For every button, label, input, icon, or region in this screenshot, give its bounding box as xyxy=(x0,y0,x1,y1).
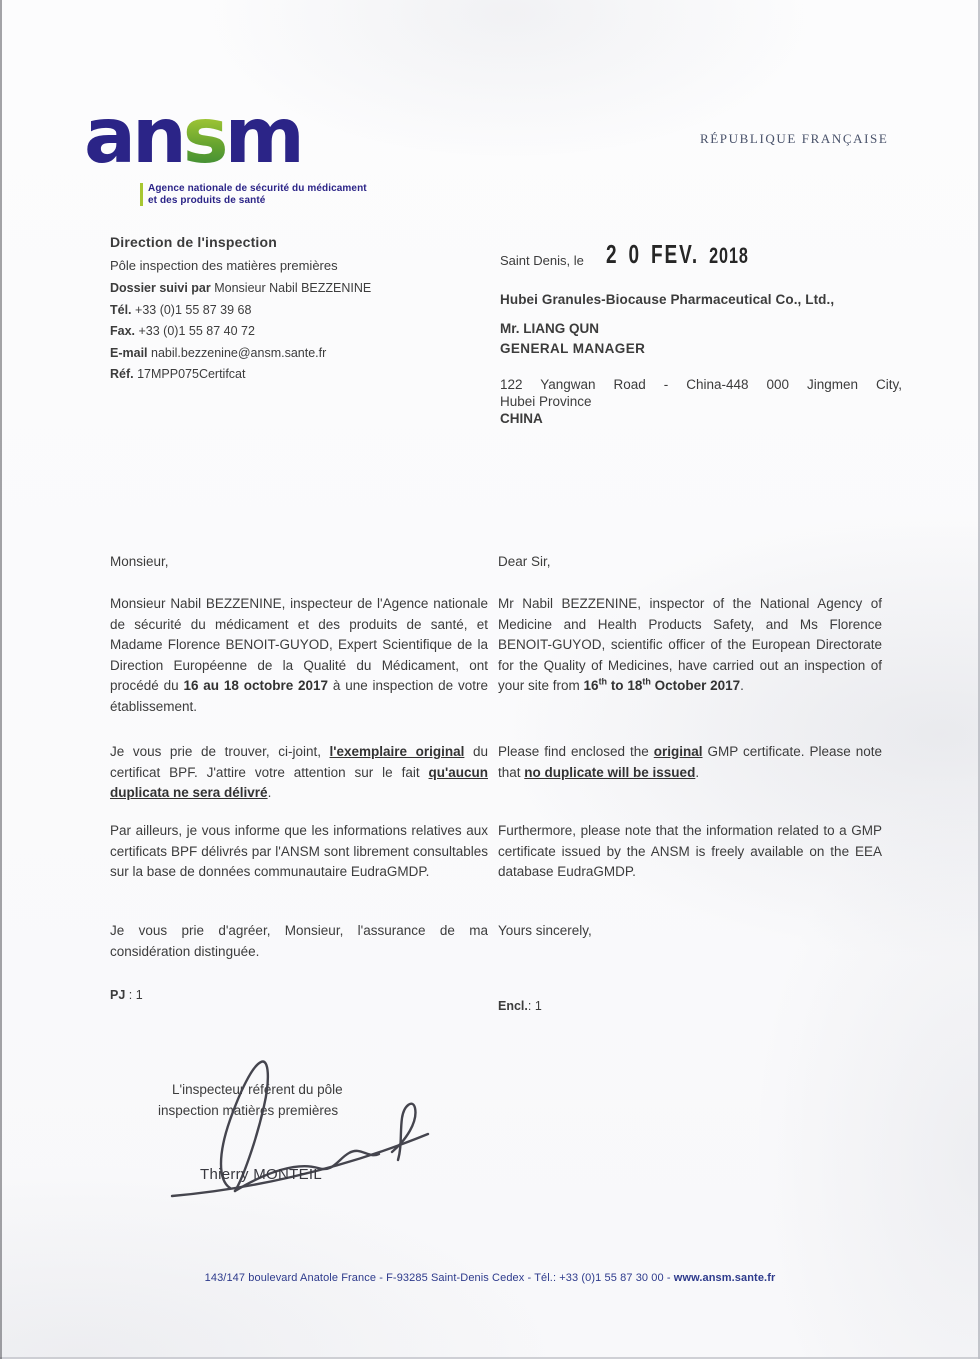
fr-bold-dates: 16 au 18 octobre 2017 xyxy=(183,678,329,694)
recipient-address-country: CHINA xyxy=(500,411,543,426)
fr-bold-no-duplicate: qu'aucun duplicata ne sera délivré xyxy=(110,764,488,801)
fr-bold-original: l'exemplaire original xyxy=(329,744,465,759)
en-bold-no-duplicate: no duplicate will be issued xyxy=(524,764,696,780)
fr-salutation: Monsieur, xyxy=(110,554,169,569)
sender-dossier: Dossier suivi par Monsieur Nabil BEZZENINE xyxy=(110,281,372,295)
sender-block xyxy=(110,234,480,389)
en-bold-original: original xyxy=(653,744,703,759)
footer-website: www.ansm.sante.fr xyxy=(673,1272,776,1284)
sender-department: Direction de l'inspection xyxy=(110,234,278,250)
signature-role-line1: L'inspecteur référent du pôle xyxy=(172,1082,343,1097)
ansm-logo xyxy=(84,92,301,181)
footer-address-line: 143/147 boulevard Anatole France - F-93285 Saint-Denis Cedex - Tél.: +33 (0)1 55 87 30 00 - www.ansm.sante.fr xyxy=(204,1272,776,1284)
fr-paragraph-certificate: Je vous prie de trouver, ci-joint, l'exemplaire original du certificat BPF. J'attire votre attention sur le fait qu'aucun duplicata ne sera délivré. xyxy=(110,744,488,801)
tagline-line2: et des produits de santé xyxy=(148,194,266,206)
recipient-title: GENERAL MANAGER xyxy=(500,341,646,356)
tagline-line1: Agence nationale de sécurité du médicament xyxy=(148,183,367,194)
date-stamp: 2 0 FEV. 2018 xyxy=(605,241,749,270)
tagline-accent-bar xyxy=(140,183,143,206)
logo-letter-s: s xyxy=(182,92,225,181)
en-paragraph-certificate: Please find enclosed the original GMP certificate. Please note that no duplicate will be issued. xyxy=(498,744,882,780)
recipient-address-line2: Hubei Province xyxy=(500,394,592,409)
en-paragraph-inspection: Mr Nabil BEZZENINE, inspector of the National Agency of Medicine and Health Products Safety, and Ms Florence BENOIT-GUYOD, scientific officer of the European Directorate for the Quality of Medicines, have carried out an inspection of your site from 16th to 18th October 2017. xyxy=(498,596,882,694)
recipient-company: Hubei Granules-Biocause Pharmaceutical Co., Ltd., xyxy=(500,292,835,307)
en-bold-dates: 16th to 18th October 2017 xyxy=(583,676,741,694)
fr-paragraph-inspection: Monsieur Nabil BEZZENINE, inspecteur de l'Agence nationale de sécurité du médicament et des produits de santé, et Madame Florence BENOIT-GUYOD, Expert Scientifique de la Direction Européenne de la Qualité du Médicament, ont procédé du 16 au 18 octobre 2017 à une inspection de votre établissement. xyxy=(110,596,489,714)
republique-francaise-heading: RÉPUBLIQUE FRANÇAISE xyxy=(700,131,889,146)
ansm-logo-tagline xyxy=(140,183,367,206)
sender-email: E-mail nabil.bezzenine@ansm.sante.fr xyxy=(110,345,327,360)
logo-letters-an: an xyxy=(84,92,183,181)
fr-enclosure-note: PJ : 1 xyxy=(110,988,143,1002)
date-place: Saint Denis, le xyxy=(500,253,584,268)
date-line xyxy=(500,241,756,271)
en-closing: Yours sincerely, xyxy=(498,923,592,938)
en-salutation: Dear Sir, xyxy=(498,554,551,569)
sender-unit: Pôle inspection des matières premières xyxy=(110,258,338,273)
signature-name: Thierry MONTEIL xyxy=(200,1166,323,1183)
recipient-address-line1: 122 Yangwan Road - China-448 000 Jingmen City, xyxy=(500,377,902,392)
sender-fax: Fax. +33 (0)1 55 87 40 72 xyxy=(110,324,255,338)
signature-role-line2: inspection matières premières xyxy=(158,1103,339,1118)
sender-reference: Réf. 17MPP075Certifcat xyxy=(110,367,246,381)
logo-letter-m: m xyxy=(224,92,301,181)
en-paragraph-eudragmdp: Furthermore, please note that the information related to a GMP certificate issued by the ANSM is freely available on the EEA database EudraGMDP. xyxy=(498,823,882,880)
recipient-name: Mr. LIANG QUN xyxy=(500,321,600,336)
en-enclosure-note: Encl.: 1 xyxy=(498,999,542,1013)
recipient-block xyxy=(500,292,902,426)
fr-paragraph-eudragmdp: Par ailleurs, je vous informe que les informations relatives aux certificats BPF délivrés par l'ANSM sont librement consultables sur la base de données communautaire EudraGMDP. xyxy=(110,823,488,880)
tagline-text xyxy=(148,183,367,206)
fr-paragraph-closing: Je vous prie d'agréer, Monsieur, l'assurance de ma considération distinguée. xyxy=(110,923,488,959)
sender-phone: Tél. +33 (0)1 55 87 39 68 xyxy=(110,302,252,317)
